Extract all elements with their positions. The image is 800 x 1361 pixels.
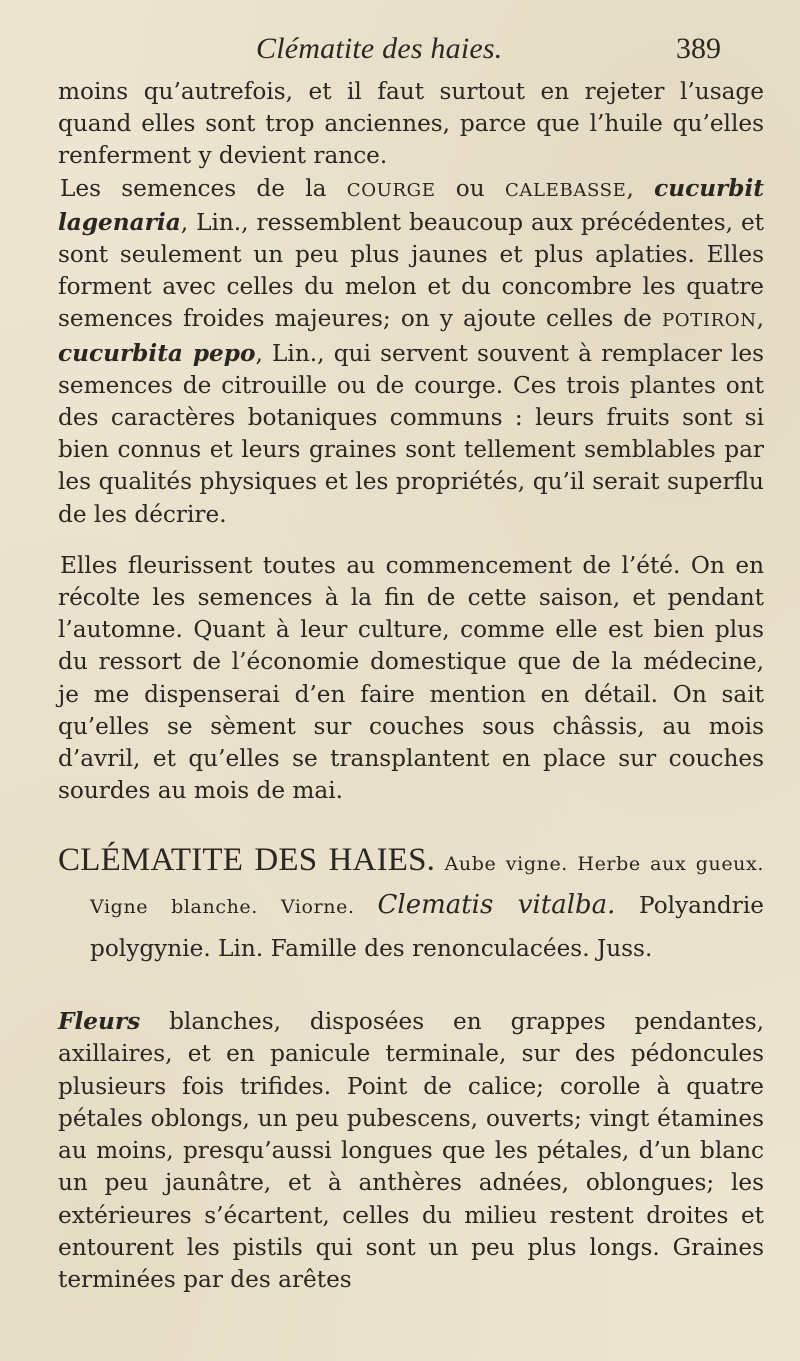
entry-latin-name: Clematis vitalba. [377, 890, 616, 920]
description-paragraph [58, 1006, 764, 1297]
entry-title: CLÉMATITE DES HAIES. [58, 842, 436, 878]
plant-entry [58, 840, 764, 969]
entry-description [58, 1006, 764, 1297]
term-courge: COURGE [346, 179, 436, 201]
description-text: blanches, disposées en grappes pendantes, axillaires, et en panicule terminale, sur des pédoncules plusieurs fois trifides. Point de calice; corolle à quatre pétales oblongs, un peu pubescens, ouverts; vingt étamines au moins, presqu’aussi longues que les pétales, d’un blanc un peu jaunâtre, et à anthères adnées, oblongues; les extérieures s’écartent, celles du milieu restent droites et entourent les pistils qui sont un peu plus longs. Graines terminées par des arêtes [58, 1008, 764, 1294]
paragraph-gap [58, 531, 764, 550]
latin-name-lagenaria: cucurbit lagenaria [58, 174, 764, 236]
latin-name-pepo: cucurbita pepo [58, 339, 256, 367]
lead-word: Fleurs [58, 1008, 141, 1035]
page-header [0, 32, 800, 72]
paragraph-flowering: Elles fleurissent toutes au commencement de l’été. On en récolte les semences à la fin de cette saison, et pendant l’automne. Quant à leur culture, comme elle est bien plus du ressort de l’économie domestique que de la médecine, je me dispenserai d’en faire mention en détail. On sait qu’elles se sèment sur couches sous châssis, au mois d’avril, et qu’elles se transplantent en place sur couches sourdes au mois de mai. [58, 551, 764, 805]
running-title: Clématite des haies. [256, 32, 503, 65]
paragraph-seeds [58, 173, 764, 531]
term-calebasse: CALEBASSE [504, 179, 627, 201]
text-span: , Lin., qui servent souvent à remplacer les semences de citrouille ou de courge. Ces trois plantes ont des caractères botaniques communs : leurs fruits sont si bien connus et leurs graines sont tellement semblables par les qualités physiques et les propriétés, qu’il serait superflu de les décrire. [58, 339, 764, 528]
page-number: 389 [676, 32, 721, 65]
text-span: , [756, 305, 764, 333]
entry-heading [58, 840, 764, 969]
term-potiron: POTIRON [661, 310, 757, 332]
entry-common-names: Aube vigne. Herbe aux gueux. Vigne blanche. Viorne. [90, 853, 764, 918]
entry-classification: Polyandrie polygynie. Lin. Famille des renonculacées. Juss. [90, 892, 764, 962]
body-text [58, 76, 764, 807]
text-span: , [626, 174, 655, 202]
paragraph-continuation: moins qu’autrefois, et il faut surtout en rejeter l’usage quand elles sont trop anciennes, parce que l’huile qu’elles renferment y devient rance. [58, 78, 764, 170]
text-span: , Lin., ressemblent beaucoup aux précédentes, et sont seulement un peu plus jaunes et plus aplaties. Elles forment avec celles du melon et du concombre les quatre semences froides majeures; on y ajoute celles de [58, 208, 764, 333]
text-span: Les semences de la [60, 174, 347, 202]
text-span: ou [435, 174, 505, 202]
